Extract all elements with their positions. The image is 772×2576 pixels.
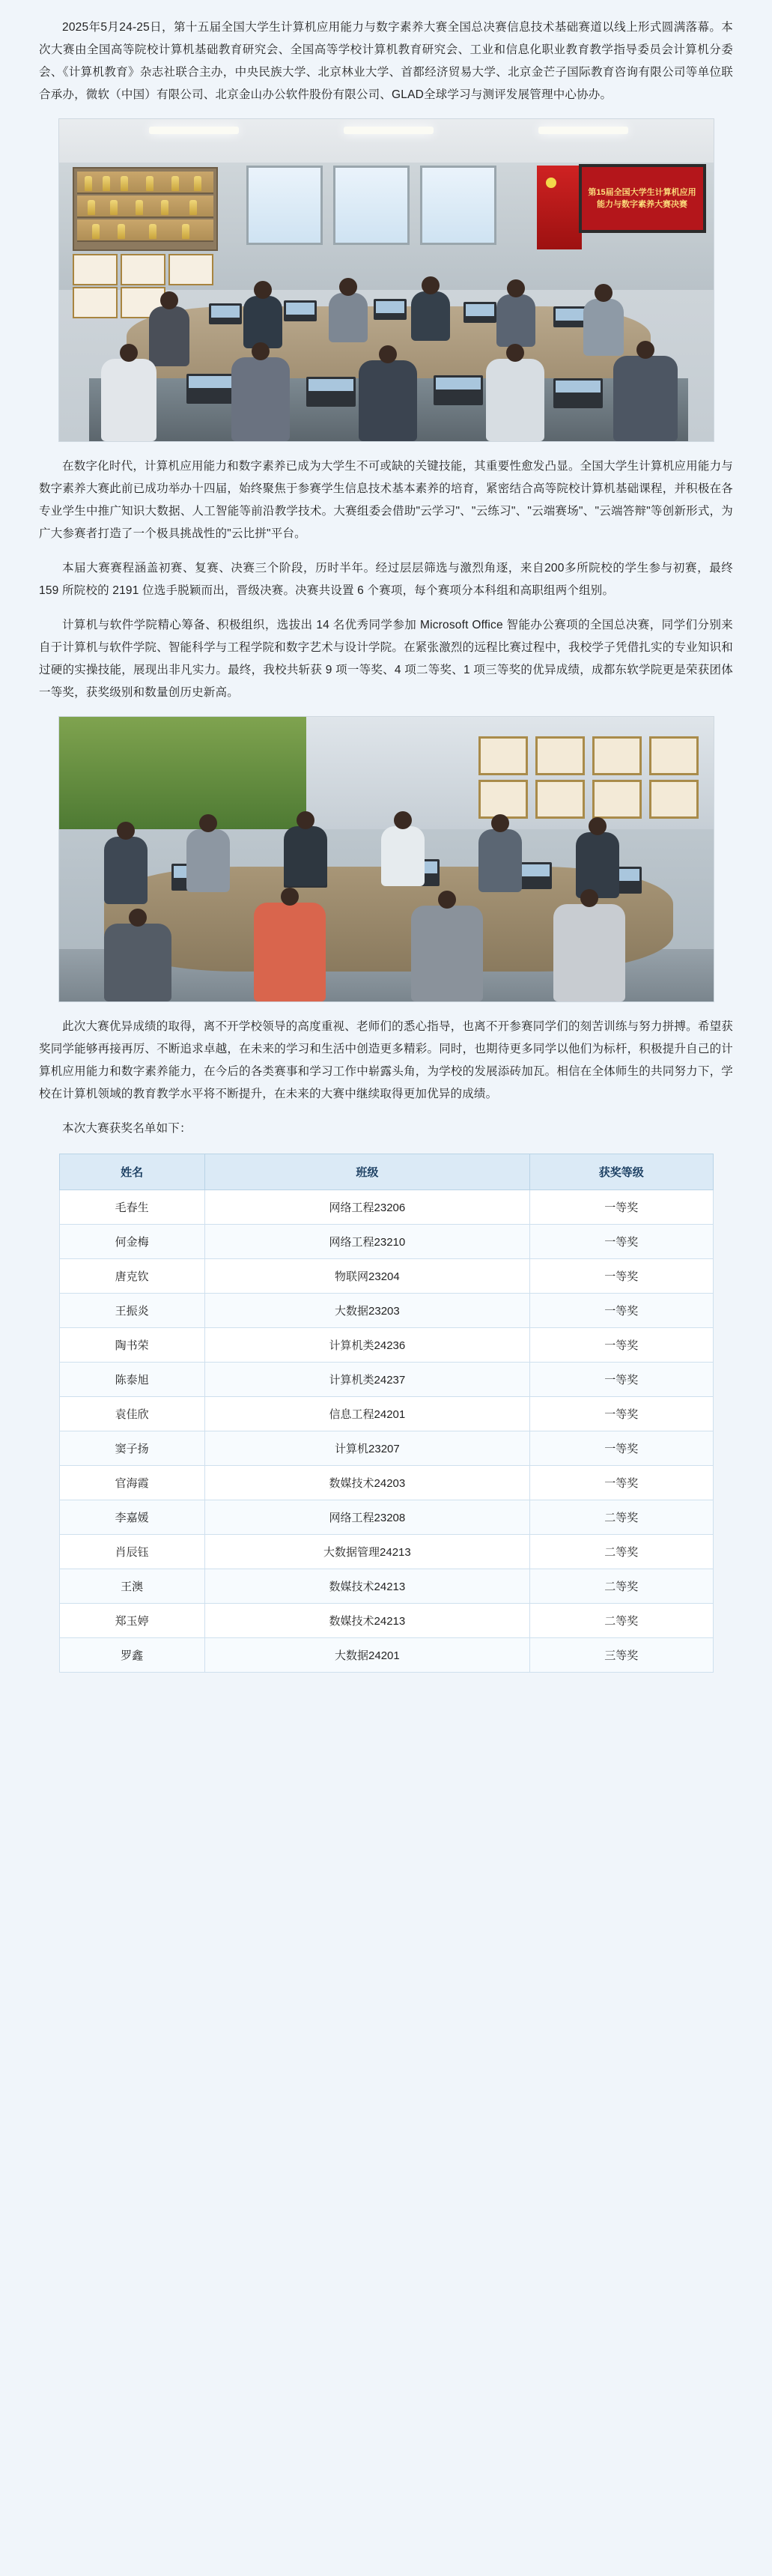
paragraph-1: 2025年5月24-25日，第十五届全国大学生计算机应用能力与数字素养大赛全国总决赛信息技术基础赛道以线上形式圆满落幕。本次大赛由全国高等院校计算机基础教育研究会、全国高等学校计算机教育研究会、工业和信息化职业教育教学指导委员会计算机分委会、《计算机教育》杂志社联合主办，中央民族大学、北京林业大学、首都经济贸易大学、北京金芒子国际教育咨询有限公司等单位联合承办，微软（中国）有限公司、北京金山办公软件股份有限公司、GLAD全球学习与测评发展管理中心协办。 <box>39 21 733 101</box>
cell-name: 官海霞 <box>59 1466 204 1500</box>
paragraph-4: 计算机与软件学院精心筹备、积极组织，选拔出 14 名优秀同学参加 Microsoft Office 智能办公赛项的全国总决赛，同学们分别来自于计算机与软件学院、智能科学与工程学院和数字艺术与设计学院。在紧张激烈的远程比赛过程中，我校学子凭借扎实的专业知识和过硬的实操技能，展现出非凡实力。最终，我校共斩获 9 项一等奖、4 项二等奖、1 项三等奖的优异成绩，成都东软学院更是荣获团体一等奖，获奖级别和数量创历史新高。 <box>39 619 733 699</box>
cell-class: 信息工程24201 <box>204 1397 529 1431</box>
laptop <box>306 377 356 407</box>
cell-award: 一等奖 <box>530 1190 713 1225</box>
party-flag <box>537 166 582 249</box>
table-row <box>59 1638 713 1673</box>
cell-class: 网络工程23208 <box>204 1500 529 1535</box>
table-row <box>59 1569 713 1604</box>
paragraph-2: 在数字化时代，计算机应用能力和数字素养已成为大学生不可或缺的关键技能，其重要性愈发凸显。全国大学生计算机应用能力与数字素养大赛此前已成功举办十四届，始终聚焦于参赛学生信息技术基本素养的培育，紧密结合高等院校计算机基础课程，并积极在各专业学生中推广知识大数据、人工智能等前沿教学技术。大赛组委会借助"云学习"、"云练习"、"云端赛场"、"云端答辩"等创新形式，为广大参赛者打造了一个极具挑战性的"云比拼"平台。 <box>39 460 733 540</box>
cell-award: 二等奖 <box>530 1604 713 1638</box>
laptop <box>186 374 236 404</box>
participant <box>329 293 368 342</box>
participant <box>231 357 290 441</box>
table-row <box>59 1225 713 1259</box>
window <box>333 166 410 245</box>
cell-award: 一等奖 <box>530 1259 713 1294</box>
window <box>420 166 496 245</box>
wall-frame <box>478 736 528 775</box>
certificate-frame <box>73 254 118 285</box>
cell-class: 计算机类24236 <box>204 1328 529 1363</box>
led-banner-text: 第15届全国大学生计算机应用能力与数字素养大赛决赛 <box>588 188 696 209</box>
ceiling <box>59 119 714 163</box>
table-header-row <box>59 1154 713 1190</box>
participant <box>486 359 544 441</box>
laptop <box>209 303 242 324</box>
paragraph-6: 本次大赛获奖名单如下： <box>62 1122 192 1135</box>
cell-class: 数媒技术24203 <box>204 1466 529 1500</box>
column-header-award: 获奖等级 <box>530 1154 713 1190</box>
laptop <box>434 375 483 405</box>
cell-award: 一等奖 <box>530 1397 713 1431</box>
laptop <box>284 300 317 321</box>
cell-name: 唐克钦 <box>59 1259 204 1294</box>
wall-frame <box>535 736 585 775</box>
cell-name: 肖辰钰 <box>59 1535 204 1569</box>
cell-name: 王澳 <box>59 1569 204 1604</box>
cell-award: 二等奖 <box>530 1500 713 1535</box>
cell-name: 陶书荣 <box>59 1328 204 1363</box>
cell-name: 李嘉媛 <box>59 1500 204 1535</box>
cell-award: 二等奖 <box>530 1569 713 1604</box>
award-list-table <box>59 1154 714 1673</box>
table-row <box>59 1604 713 1638</box>
table-row <box>59 1500 713 1535</box>
cell-award: 一等奖 <box>530 1328 713 1363</box>
cell-award: 一等奖 <box>530 1225 713 1259</box>
cell-name: 郑玉婷 <box>59 1604 204 1638</box>
participant <box>149 306 189 366</box>
figure-competition-room <box>39 118 733 442</box>
cell-name: 窦子扬 <box>59 1431 204 1466</box>
photo-contest-hall <box>58 118 714 442</box>
table-body <box>59 1190 713 1673</box>
ceiling-light <box>149 127 239 134</box>
cell-class: 数媒技术24213 <box>204 1604 529 1638</box>
ceiling-light <box>538 127 628 134</box>
cell-name: 袁佳欣 <box>59 1397 204 1431</box>
ceiling-light <box>344 127 434 134</box>
window <box>246 166 323 245</box>
laptop <box>553 306 586 327</box>
participant <box>186 829 230 892</box>
participant <box>496 294 535 347</box>
table-row <box>59 1328 713 1363</box>
cell-class: 网络工程23206 <box>204 1190 529 1225</box>
table-row <box>59 1535 713 1569</box>
cell-class: 计算机类24237 <box>204 1363 529 1397</box>
laptop <box>374 299 407 320</box>
participant <box>613 356 678 441</box>
table-row <box>59 1294 713 1328</box>
participant <box>583 299 624 356</box>
cell-award: 一等奖 <box>530 1363 713 1397</box>
led-banner-screen <box>579 164 706 233</box>
participant <box>359 360 417 441</box>
cell-class: 大数据管理24213 <box>204 1535 529 1569</box>
cell-class: 数媒技术24213 <box>204 1569 529 1604</box>
cell-award: 一等奖 <box>530 1466 713 1500</box>
wall-frame <box>649 736 699 775</box>
participant <box>101 359 156 441</box>
wall-frame <box>592 780 642 819</box>
cell-class: 计算机23207 <box>204 1431 529 1466</box>
table-row <box>59 1397 713 1431</box>
column-header-class: 班级 <box>204 1154 529 1190</box>
certificate-frame <box>168 254 213 285</box>
column-header-name: 姓名 <box>59 1154 204 1190</box>
participant <box>243 296 282 348</box>
participant <box>381 826 425 886</box>
wall-frame <box>535 780 585 819</box>
laptop <box>463 302 496 323</box>
participant <box>104 837 148 904</box>
wall-frame <box>592 736 642 775</box>
participant <box>553 904 625 1001</box>
cell-name: 王振炎 <box>59 1294 204 1328</box>
paragraph-5: 此次大赛优异成绩的取得，离不开学校领导的高度重视、老师们的悉心指导，也离不开参赛同学们的刻苦训练与努力拼搏。希望获奖同学能够再接再厉、不断追求卓越，在未来的学习和生活中创造更多精彩。同时，也期待更多同学以他们为标杆，积极提升自己的计算机应用能力和数字素养能力，在今后的各类赛事和学习工作中崭露头角，为学校的发展添砖加瓦。相信在全体师生的共同努力下，学校在计算机领域的教育教学水平将不断提升，在未来的大赛中继续取得更加优异的成绩。 <box>39 1020 733 1100</box>
participant <box>254 903 326 1001</box>
wall-frame <box>649 780 699 819</box>
table-row <box>59 1363 713 1397</box>
window-greenery <box>59 717 306 829</box>
cell-class: 大数据23203 <box>204 1294 529 1328</box>
participant <box>478 829 522 892</box>
certificate-frame <box>73 287 118 318</box>
paragraph-3: 本届大赛赛程涵盖初赛、复赛、决赛三个阶段，历时半年。经过层层筛选与激烈角逐，来自200多所院校的学生参与初赛，最终 159 所院校的 2191 位选手脱颖而出，晋级决赛。决赛共设置 6 个赛项，每个赛项分本科组和高职组两个组别。 <box>39 562 733 597</box>
cell-award: 一等奖 <box>530 1294 713 1328</box>
cell-class: 网络工程23210 <box>204 1225 529 1259</box>
table-row <box>59 1259 713 1294</box>
cell-award: 二等奖 <box>530 1535 713 1569</box>
cell-class: 物联网23204 <box>204 1259 529 1294</box>
cell-award: 三等奖 <box>530 1638 713 1673</box>
table-row <box>59 1431 713 1466</box>
participant <box>104 924 171 1001</box>
cell-name: 陈泰旭 <box>59 1363 204 1397</box>
participant <box>411 906 483 1001</box>
participant <box>411 291 450 341</box>
cell-name: 毛春生 <box>59 1190 204 1225</box>
figure-lab-room <box>39 716 733 1002</box>
certificate-frame <box>121 254 165 285</box>
cell-award: 一等奖 <box>530 1431 713 1466</box>
table-row <box>59 1190 713 1225</box>
laptop <box>553 378 603 408</box>
participant <box>284 826 327 886</box>
wall-frame <box>478 780 528 819</box>
cell-class: 大数据24201 <box>204 1638 529 1673</box>
cell-name: 罗鑫 <box>59 1638 204 1673</box>
trophy-shelf <box>73 167 218 251</box>
photo-competition-lab <box>58 716 714 1002</box>
cell-name: 何金梅 <box>59 1225 204 1259</box>
table-row <box>59 1466 713 1500</box>
participant <box>576 832 619 898</box>
